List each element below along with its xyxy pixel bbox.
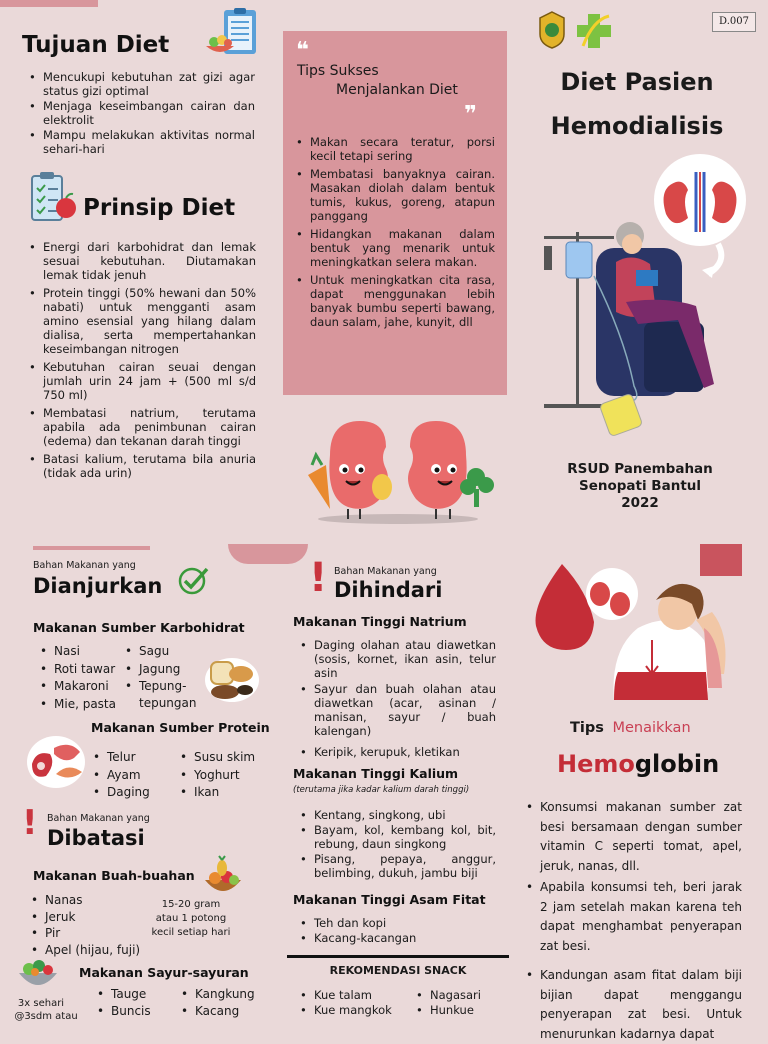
regency-emblem-icon <box>537 10 567 50</box>
fruit-bowl-icon <box>203 856 243 896</box>
health-cross-icon <box>575 12 613 50</box>
meat-fish-icon <box>26 734 86 790</box>
tujuan-list <box>29 70 255 157</box>
pink-half-circle <box>228 544 308 564</box>
list-item: • Apel (hijau, fuji) <box>31 942 140 959</box>
protein-title: Makanan Sumber Protein <box>91 720 270 735</box>
list-item: • Kangkung <box>181 986 255 1003</box>
list-item: • Keripik, kerupuk, kletikan <box>300 745 496 759</box>
list-item: • Kentang, singkong, ubi <box>300 808 496 822</box>
kalium-list <box>300 808 496 881</box>
doc-code-badge: D.007 <box>712 12 756 32</box>
sayur-note-1: 3x sehari <box>17 998 65 1009</box>
list-item: • Ikan <box>180 784 255 802</box>
list-item: • Kandungan asam fitat dalam biji bijian dapat menggangu penyerapan zat besi. Untuk menurunkan kadarnya dapat <box>526 966 742 1044</box>
list-item: • Tauge <box>97 986 151 1003</box>
list-item: • Bayam, kol, kembang kol, bit, rebung, daun singkong <box>300 823 496 851</box>
buah-title: Makanan Buah-buahan <box>33 868 195 883</box>
list-item: • Ayam <box>93 767 150 785</box>
blood-anemia-illustration <box>532 560 742 706</box>
exclamation-icon: ! <box>309 555 328 601</box>
hb-title-hemo: Hemo <box>557 750 635 778</box>
snack-title: REKOMENDASI SNACK <box>329 964 467 977</box>
dibatasi-title: Dibatasi <box>47 826 145 850</box>
list-item: • Mie, pasta <box>40 696 116 714</box>
list-item: • Nanas <box>31 892 140 909</box>
dibatasi-kicker: Bahan Makanan yang <box>47 813 150 824</box>
kalium-note: (terutama jika kadar kalium darah tinggi) <box>293 785 470 795</box>
karbo-list-2 <box>125 643 186 696</box>
list-item: • Membatasi banyaknya cairan. Masakan diolah dalam bentuk tumis, kukus, goreng, atapun panggang <box>296 167 495 223</box>
bread-icon <box>203 652 261 704</box>
list-item: • Sayur dan buah olahan atau diawetkan (acar, asinan / manisan, sayur / buah kalengan) <box>300 682 496 738</box>
quote-open-icon: ❝ <box>296 38 309 63</box>
list-item: • Yoghurt <box>180 767 255 785</box>
sayur-title: Makanan Sayur-sayuran <box>79 965 249 980</box>
list-item: • Sagu <box>125 643 186 661</box>
list-item: • Pisang, pepaya, anggur, belimbing, dukuh, jambu biji <box>300 852 496 880</box>
list-item: • Jeruk <box>31 909 140 926</box>
list-item: • Hunkue <box>416 1003 506 1017</box>
protein-list-1 <box>93 749 150 802</box>
list-item: • Nagasari <box>416 988 506 1002</box>
tips-title-1: Tips Sukses <box>297 63 379 79</box>
snack-list-1 <box>300 988 410 1018</box>
list-item: • Pir <box>31 925 140 942</box>
tips-list <box>296 135 495 330</box>
dianjurkan-kicker: Bahan Makanan yang <box>33 560 136 571</box>
list-item: • Roti tawar <box>40 661 116 679</box>
checklist-apple-icon <box>30 172 78 224</box>
snack-divider <box>287 955 509 958</box>
list-item: • Untuk meningkatkan cita rasa, dapat menggunakan lebih banyak bumbu seperti bawang, daun salam, jahe, kunyit, dll <box>296 273 495 329</box>
fitat-list <box>300 916 496 946</box>
buah-note-1: 15-20 gram <box>161 899 221 910</box>
sayur-list-2 <box>181 986 255 1020</box>
vegetable-bowl-icon <box>17 955 59 991</box>
hb-tips-line <box>570 720 691 736</box>
list-item: • Tepung- <box>125 678 186 696</box>
list-item: • Hidangkan makanan dalam bentuk yang menarik untuk meningkatkan selera makan. <box>296 227 495 269</box>
clipboard-salad-icon <box>204 8 260 58</box>
list-item: • Mampu melakukan aktivitas normal sehari-hari <box>29 128 255 156</box>
list-item: • Protein tinggi (50% hewani dan 50% nabati) untuk mengganti asam amino esensial yang hilang dalam dialisa, serta mempertahankan keseimbangan nitrogen <box>29 286 256 356</box>
protein-list-2 <box>180 749 255 802</box>
list-item: • Jagung <box>125 661 186 679</box>
dihindari-title: Dihindari <box>334 578 443 602</box>
fitat-title: Makanan Tinggi Asam Fitat <box>293 892 486 907</box>
sayur-list-1 <box>97 986 151 1020</box>
kalium-title: Makanan Tinggi Kalium <box>293 766 459 781</box>
karbo-title: Makanan Sumber Karbohidrat <box>33 620 245 635</box>
karbo-cont: tepungan <box>139 696 197 710</box>
list-item: • Mencukupi kebutuhan zat gizi agar status gizi optimal <box>29 70 255 98</box>
dihindari-kicker: Bahan Makanan yang <box>334 566 437 577</box>
list-item: • Konsumsi makanan sumber zat besi bersamaan dengan sumber vitamin C seperti tomat, apel, jeruk, nanas, dll. <box>526 798 742 876</box>
snack-list-2 <box>416 988 506 1018</box>
hb-meningkatkan-word: Menaikkan <box>612 720 691 736</box>
quote-close-icon: ❞ <box>464 102 477 127</box>
list-item: • Kebutuhan cairan seuai dengan jumlah urin 24 jam + (500 ml s/d 750 ml) <box>29 360 256 402</box>
hb-title <box>557 750 719 778</box>
karbo-list-1 <box>40 643 116 713</box>
list-item: • Kacang <box>181 1003 255 1020</box>
list-item: • Telur <box>93 749 150 767</box>
list-item: • Membatasi natrium, terutama apabila ada penimbunan cairan (edema) dan tekanan darah tinggi <box>29 406 256 448</box>
list-item: • Kue talam <box>300 988 410 1002</box>
sayur-note-2: @3sdm atau <box>14 1011 78 1022</box>
year-text: 2022 <box>621 495 659 511</box>
list-item: • Menjaga keseimbangan cairan dan elektrolit <box>29 99 255 127</box>
buah-note-3: kecil setiap hari <box>151 927 231 938</box>
list-item: • Buncis <box>97 1003 151 1020</box>
org-line-1: RSUD Panembahan <box>567 461 713 477</box>
list-item: • Susu skim <box>180 749 255 767</box>
tips-title-2: Menjalankan Diet <box>336 82 458 98</box>
natrium-list <box>300 638 496 760</box>
list-item: • Makaroni <box>40 678 116 696</box>
cover-title-2: Hemodialisis <box>550 112 724 140</box>
tujuan-title: Tujuan Diet <box>22 32 170 58</box>
list-item: • Teh dan kopi <box>300 916 496 930</box>
list-item: • Batasi kalium, terutama bila anuria (tidak ada urin) <box>29 452 256 480</box>
cover-title-1: Diet Pasien <box>560 68 714 96</box>
exclamation-icon: ! <box>22 803 38 843</box>
hb-tips-word: Tips <box>570 720 604 736</box>
list-item: • Energi dari karbohidrat dan lemak sesuai kebutuhan. Diutamakan lemak tidak jenuh <box>29 240 256 282</box>
hb-title-globin: globin <box>634 750 720 778</box>
list-item: • Kue mangkok <box>300 1003 410 1017</box>
hemodialysis-illustration <box>536 152 750 438</box>
buah-note-2: atau 1 potong <box>155 913 227 924</box>
natrium-title: Makanan Tinggi Natrium <box>293 614 467 629</box>
prinsip-list <box>29 240 256 481</box>
top-accent-bar <box>0 0 98 7</box>
kidney-mascots-illustration <box>300 415 496 525</box>
prinsip-title: Prinsip Diet <box>83 195 236 221</box>
list-item: • Nasi <box>40 643 116 661</box>
check-circle-icon <box>177 565 211 595</box>
hb-list <box>526 798 742 1044</box>
list-item: • Daging <box>93 784 150 802</box>
list-item: • Daging olahan atau diawetkan (sosis, kornet, ikan asin, telur asin <box>300 638 496 680</box>
dianjurkan-title: Dianjurkan <box>33 574 163 598</box>
list-item: • Makan secara teratur, porsi kecil tetapi sering <box>296 135 495 163</box>
list-item: • Apabila konsumsi teh, beri jarak 2 jam setelah makan karena teh dapat menghambat penyerapan zat besi. <box>526 878 742 956</box>
org-line-2: Senopati Bantul <box>578 478 702 494</box>
divider-bar <box>33 546 150 550</box>
list-item: • Kacang-kacangan <box>300 931 496 945</box>
buah-list <box>31 892 140 958</box>
